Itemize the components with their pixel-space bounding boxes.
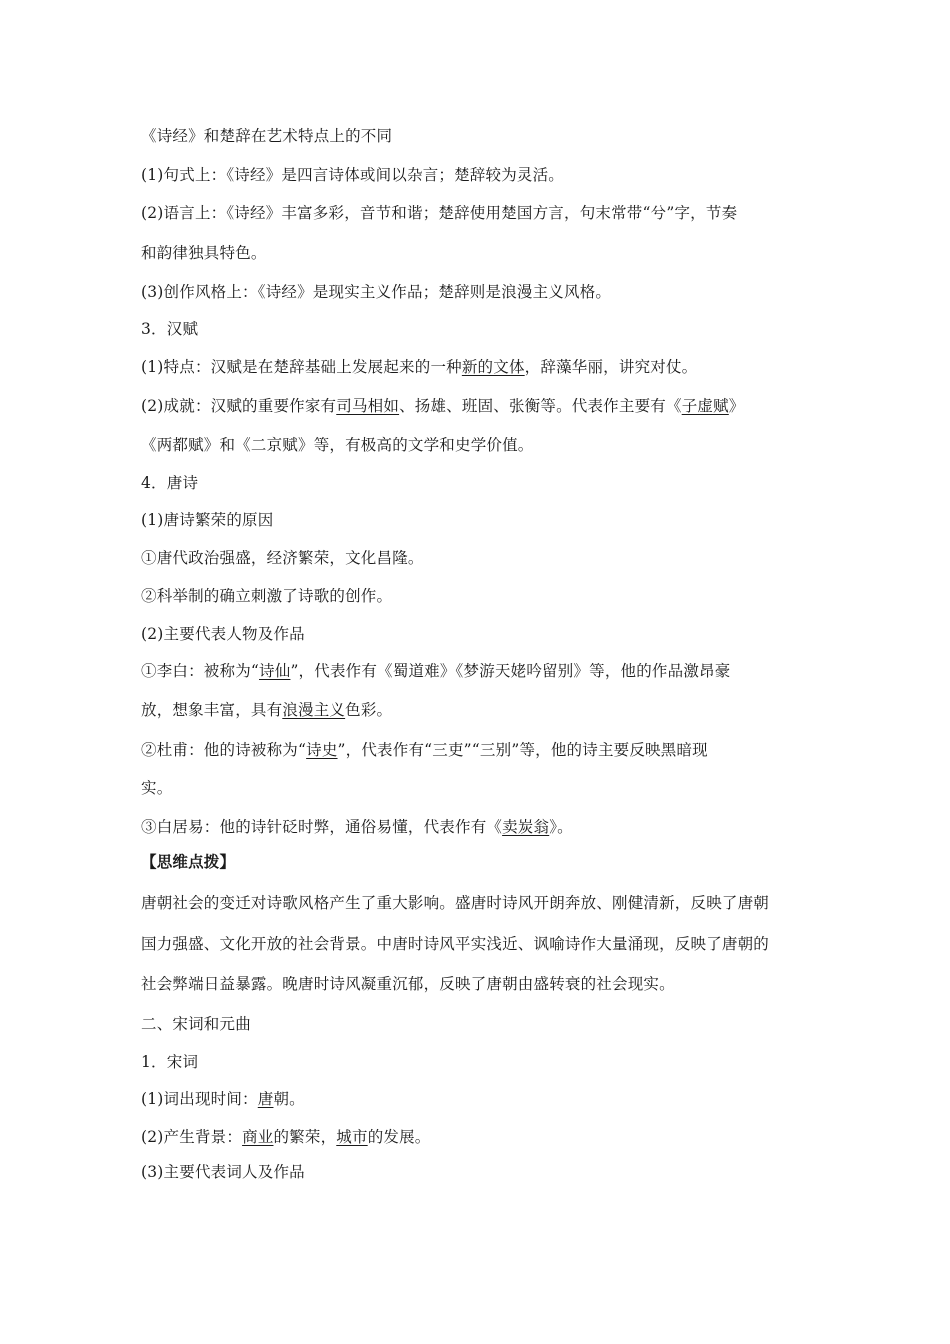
underlined-keyword: 唐	[257, 1090, 274, 1108]
text-segment: 、扬雄、班固、张衡等。代表作主要有《	[399, 397, 682, 415]
text-segment: 4．唐诗	[141, 474, 199, 492]
hanfu-feature	[141, 357, 697, 377]
text-segment: (1)词出现时间：	[141, 1090, 258, 1108]
hanfu-achievement-cont	[141, 435, 534, 455]
underlined-keyword: 司马相如	[336, 397, 400, 415]
text-segment: 朝。	[273, 1090, 305, 1108]
text-segment: (1)特点：汉赋是在楚辞基础上发展起来的一种	[141, 358, 462, 376]
underlined-keyword: 新的文体	[461, 358, 525, 376]
text-segment: ，辞藻华丽，讲究对仗。	[524, 358, 698, 376]
libai-item	[141, 661, 730, 681]
text-segment: (2)主要代表人物及作品	[141, 625, 305, 643]
text-segment: (1)句式上：《诗经》是四言诗体或间以杂言；楚辞较为灵活。	[141, 166, 565, 184]
point-sentence-form	[141, 165, 564, 185]
songci-background	[141, 1127, 431, 1147]
text-segment: ①李白：被称为“	[141, 662, 260, 680]
text-segment: 《诗经》和楚辞在艺术特点上的不同	[141, 127, 393, 145]
text-segment: ②杜甫：他的诗被称为“	[141, 741, 307, 759]
text-segment: ②科举制的确立刺激了诗歌的创作。	[141, 587, 393, 605]
section-heading-shijing-chuci	[141, 126, 392, 146]
text-segment: 二、宋词和元曲	[141, 1015, 251, 1033]
baijuyi-item	[141, 817, 573, 837]
songci-figures-heading	[141, 1162, 305, 1182]
underlined-keyword: 城市	[336, 1128, 368, 1146]
tangshi-reason-1	[141, 548, 424, 568]
underlined-keyword: 诗仙	[259, 662, 291, 680]
text-segment: 唐朝社会的变迁对诗歌风格产生了重大影响。盛唐时诗风开朗奔放、刚健清新，反映了唐朝	[141, 894, 770, 912]
underlined-keyword: 商业	[242, 1128, 274, 1146]
text-segment: (1)唐诗繁荣的原因	[141, 511, 274, 529]
text-segment: 的发展。	[367, 1128, 431, 1146]
text-segment: 3．汉赋	[141, 320, 199, 338]
hanfu-achievement	[141, 396, 745, 416]
text-segment: ”，代表作有《蜀道难》《梦游天姥吟留别》等，他的作品激昂豪	[290, 662, 731, 680]
point-language	[141, 203, 737, 223]
dufu-item	[141, 740, 708, 760]
point-language-cont	[141, 243, 267, 263]
heading-songci-yuanqu	[141, 1014, 251, 1034]
text-segment: 【思维点拨】	[141, 852, 236, 871]
text-segment: ”，代表作有“三吏”“三别”等，他的诗主要反映黑暗现	[337, 741, 708, 759]
heading-hanfu	[141, 319, 198, 339]
text-segment: (2)产生背景：	[141, 1128, 243, 1146]
dufu-item-cont	[141, 778, 172, 798]
tangshi-figures-heading	[141, 624, 305, 644]
text-segment: (3)主要代表词人及作品	[141, 1163, 305, 1181]
text-segment: 的繁荣，	[273, 1128, 337, 1146]
songci-time	[141, 1089, 305, 1109]
tangshi-reason-2	[141, 586, 392, 606]
text-segment: 和韵律独具特色。	[141, 244, 267, 262]
heading-songci	[141, 1052, 198, 1072]
thinking-tip-text-3	[141, 974, 675, 994]
text-segment: 社会弊端日益暴露。晚唐时诗风凝重沉郁，反映了唐朝由盛转衰的社会现实。	[141, 975, 675, 993]
text-segment: 放，想象丰富，具有	[141, 701, 283, 719]
text-segment: 色彩。	[345, 701, 393, 719]
thinking-tip-text-2	[141, 934, 769, 954]
text-segment: 实。	[141, 779, 173, 797]
text-segment: ①唐代政治强盛，经济繁荣，文化昌隆。	[141, 549, 424, 567]
text-segment: (2)语言上：《诗经》丰富多彩，音节和谐；楚辞使用楚国方言，句末常带“兮”字，节奏	[141, 204, 738, 222]
text-segment: 》	[728, 397, 745, 415]
thinking-tip-heading	[141, 852, 235, 872]
heading-tangshi	[141, 473, 198, 493]
underlined-keyword: 卖炭翁	[502, 818, 550, 836]
point-style	[141, 282, 611, 302]
text-segment: 1．宋词	[141, 1053, 199, 1071]
tangshi-reasons-heading	[141, 510, 273, 530]
underlined-keyword: 子虚赋	[681, 397, 729, 415]
text-segment: (2)成就：汉赋的重要作家有	[141, 397, 337, 415]
text-segment: ③白居易：他的诗针砭时弊，通俗易懂，代表作有《	[141, 818, 503, 836]
text-segment: 《两都赋》和《二京赋》等，有极高的文学和史学价值。	[141, 436, 534, 454]
thinking-tip-text-1	[141, 893, 769, 913]
underlined-keyword: 浪漫主义	[282, 701, 346, 719]
libai-item-cont	[141, 700, 392, 720]
text-segment: (3)创作风格上：《诗经》是现实主义作品；楚辞则是浪漫主义风格。	[141, 283, 612, 301]
text-segment: 国力强盛、文化开放的社会背景。中唐时诗风平实浅近、讽喻诗作大量涌现，反映了唐朝的	[141, 935, 770, 953]
text-segment: 》。	[549, 818, 573, 836]
underlined-keyword: 诗史	[306, 741, 338, 759]
